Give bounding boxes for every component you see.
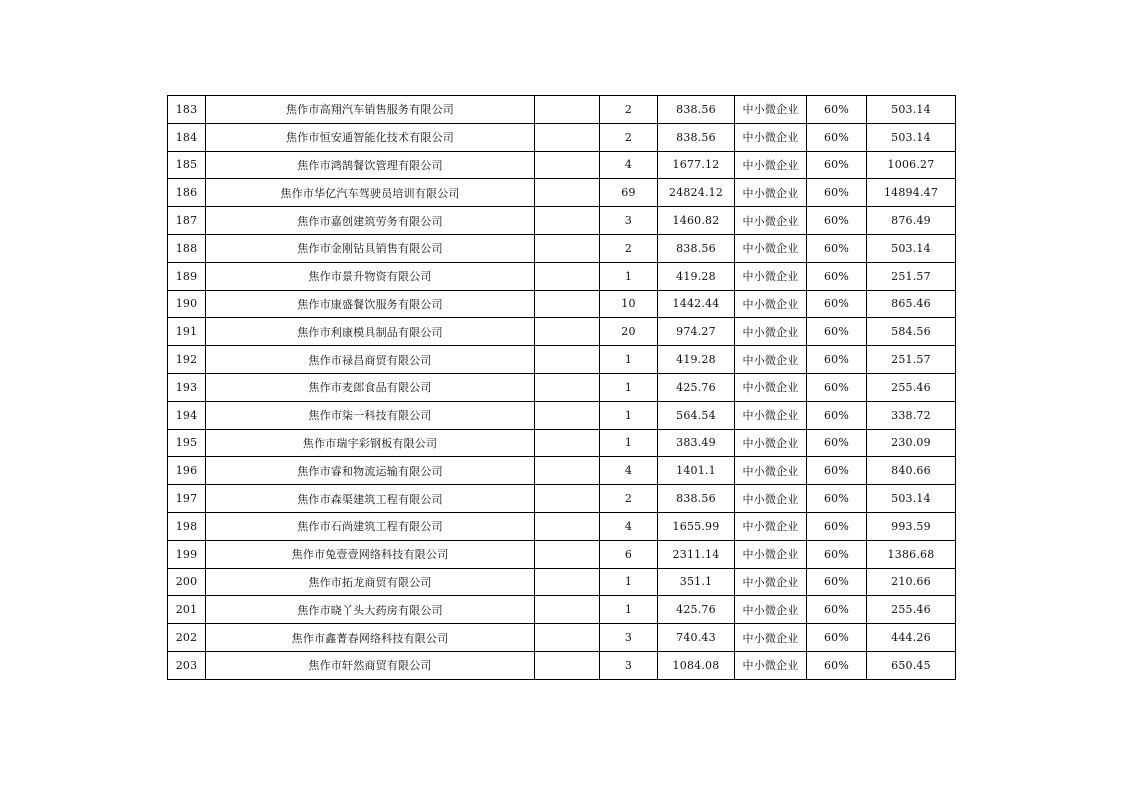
company-name-cell: 焦作市鸿鹄餐饮管理有限公司 [206,151,535,179]
table-row [168,179,956,207]
amount-cell: 24824.12 [658,179,735,207]
row-number-cell: 183 [168,96,206,124]
employee-count-cell: 1 [600,401,658,429]
table-row [168,540,956,568]
table-row [168,290,956,318]
employee-count-cell: 2 [600,234,658,262]
enterprise-type-cell: 中小微企业 [735,485,807,513]
enterprise-type-cell: 中小微企业 [735,401,807,429]
table-body [168,96,956,680]
enterprise-type-cell: 中小微企业 [735,624,807,652]
amount-cell: 974.27 [658,318,735,346]
row-number-cell: 190 [168,290,206,318]
amount-cell: 425.76 [658,596,735,624]
subsidy-cell: 993.59 [867,512,956,540]
employee-count-cell: 1 [600,568,658,596]
note-cell [535,179,600,207]
table-row [168,457,956,485]
company-name-cell: 焦作市麦郎食品有限公司 [206,373,535,401]
amount-cell: 1677.12 [658,151,735,179]
company-name-cell: 焦作市柒一科技有限公司 [206,401,535,429]
employee-count-cell: 20 [600,318,658,346]
company-name-cell: 焦作市利康模具制品有限公司 [206,318,535,346]
row-number-cell: 196 [168,457,206,485]
employee-count-cell: 6 [600,540,658,568]
enterprise-type-cell: 中小微企业 [735,234,807,262]
note-cell [535,624,600,652]
rate-cell: 60% [807,624,867,652]
table-row [168,234,956,262]
amount-cell: 383.49 [658,429,735,457]
row-number-cell: 203 [168,651,206,679]
employee-count-cell: 4 [600,512,658,540]
row-number-cell: 200 [168,568,206,596]
enterprise-type-cell: 中小微企业 [735,596,807,624]
table-row [168,262,956,290]
rate-cell: 60% [807,96,867,124]
note-cell [535,207,600,235]
subsidy-cell: 444.26 [867,624,956,652]
note-cell [535,512,600,540]
subsidy-cell: 251.57 [867,346,956,374]
note-cell [535,485,600,513]
enterprise-type-cell: 中小微企业 [735,457,807,485]
amount-cell: 1401.1 [658,457,735,485]
row-number-cell: 185 [168,151,206,179]
employee-count-cell: 3 [600,624,658,652]
rate-cell: 60% [807,207,867,235]
rate-cell: 60% [807,290,867,318]
enterprise-type-cell: 中小微企业 [735,568,807,596]
row-number-cell: 201 [168,596,206,624]
subsidy-cell: 1386.68 [867,540,956,568]
enterprise-type-cell: 中小微企业 [735,96,807,124]
table-row [168,346,956,374]
subsidy-cell: 503.14 [867,485,956,513]
rate-cell: 60% [807,151,867,179]
employee-count-cell: 1 [600,262,658,290]
amount-cell: 1655.99 [658,512,735,540]
amount-cell: 419.28 [658,262,735,290]
table-row [168,401,956,429]
note-cell [535,401,600,429]
note-cell [535,540,600,568]
subsidy-cell: 876.49 [867,207,956,235]
row-number-cell: 186 [168,179,206,207]
rate-cell: 60% [807,596,867,624]
note-cell [535,429,600,457]
row-number-cell: 195 [168,429,206,457]
enterprise-type-cell: 中小微企业 [735,318,807,346]
row-number-cell: 199 [168,540,206,568]
rate-cell: 60% [807,123,867,151]
employee-count-cell: 2 [600,485,658,513]
rate-cell: 60% [807,401,867,429]
employee-count-cell: 1 [600,429,658,457]
table-row [168,624,956,652]
note-cell [535,346,600,374]
row-number-cell: 202 [168,624,206,652]
rate-cell: 60% [807,179,867,207]
enterprise-type-cell: 中小微企业 [735,429,807,457]
company-name-cell: 焦作市华亿汽车驾驶员培训有限公司 [206,179,535,207]
employee-count-cell: 1 [600,373,658,401]
subsidy-cell: 251.57 [867,262,956,290]
note-cell [535,123,600,151]
rate-cell: 60% [807,262,867,290]
company-name-cell: 焦作市嘉创建筑劳务有限公司 [206,207,535,235]
subsidy-cell: 210.66 [867,568,956,596]
amount-cell: 1460.82 [658,207,735,235]
employee-count-cell: 69 [600,179,658,207]
row-number-cell: 194 [168,401,206,429]
employee-count-cell: 3 [600,207,658,235]
rate-cell: 60% [807,457,867,485]
row-number-cell: 189 [168,262,206,290]
employee-count-cell: 10 [600,290,658,318]
company-name-cell: 焦作市恒安通智能化技术有限公司 [206,123,535,151]
amount-cell: 838.56 [658,123,735,151]
amount-cell: 838.56 [658,485,735,513]
amount-cell: 564.54 [658,401,735,429]
note-cell [535,318,600,346]
table-row [168,96,956,124]
note-cell [535,151,600,179]
rate-cell: 60% [807,346,867,374]
employee-count-cell: 2 [600,123,658,151]
note-cell [535,596,600,624]
note-cell [535,457,600,485]
subsidy-cell: 230.09 [867,429,956,457]
note-cell [535,290,600,318]
company-name-cell: 焦作市拓龙商贸有限公司 [206,568,535,596]
table-row [168,485,956,513]
row-number-cell: 197 [168,485,206,513]
amount-cell: 419.28 [658,346,735,374]
enterprise-type-cell: 中小微企业 [735,290,807,318]
company-name-cell: 焦作市晓丫头大药房有限公司 [206,596,535,624]
note-cell [535,262,600,290]
subsidy-cell: 503.14 [867,96,956,124]
subsidy-cell: 503.14 [867,123,956,151]
employee-count-cell: 1 [600,346,658,374]
rate-cell: 60% [807,485,867,513]
table-row [168,318,956,346]
company-name-cell: 焦作市金刚钻具销售有限公司 [206,234,535,262]
employee-count-cell: 3 [600,651,658,679]
table-row [168,207,956,235]
row-number-cell: 192 [168,346,206,374]
subsidy-cell: 840.66 [867,457,956,485]
amount-cell: 838.56 [658,96,735,124]
rate-cell: 60% [807,429,867,457]
enterprise-type-cell: 中小微企业 [735,207,807,235]
note-cell [535,234,600,262]
enterprise-type-cell: 中小微企业 [735,179,807,207]
enterprise-type-cell: 中小微企业 [735,123,807,151]
subsidy-cell: 255.46 [867,596,956,624]
rate-cell: 60% [807,540,867,568]
table-row [168,596,956,624]
rate-cell: 60% [807,651,867,679]
enterprise-type-cell: 中小微企业 [735,651,807,679]
table-row [168,429,956,457]
enterprise-type-cell: 中小微企业 [735,262,807,290]
employee-count-cell: 4 [600,151,658,179]
rate-cell: 60% [807,512,867,540]
enterprise-type-cell: 中小微企业 [735,346,807,374]
row-number-cell: 184 [168,123,206,151]
company-name-cell: 焦作市森渠建筑工程有限公司 [206,485,535,513]
table-row [168,512,956,540]
company-name-cell: 焦作市禄昌商贸有限公司 [206,346,535,374]
amount-cell: 740.43 [658,624,735,652]
amount-cell: 2311.14 [658,540,735,568]
table-row [168,568,956,596]
subsidy-table [167,95,956,680]
rate-cell: 60% [807,568,867,596]
rate-cell: 60% [807,318,867,346]
row-number-cell: 187 [168,207,206,235]
employee-count-cell: 4 [600,457,658,485]
amount-cell: 351.1 [658,568,735,596]
enterprise-type-cell: 中小微企业 [735,373,807,401]
subsidy-cell: 503.14 [867,234,956,262]
company-name-cell: 焦作市康盛餐饮服务有限公司 [206,290,535,318]
subsidy-cell: 584.56 [867,318,956,346]
company-name-cell: 焦作市高翔汽车销售服务有限公司 [206,96,535,124]
subsidy-cell: 865.46 [867,290,956,318]
note-cell [535,651,600,679]
rate-cell: 60% [807,373,867,401]
company-name-cell: 焦作市石尚建筑工程有限公司 [206,512,535,540]
row-number-cell: 198 [168,512,206,540]
row-number-cell: 193 [168,373,206,401]
company-name-cell: 焦作市睿和物流运输有限公司 [206,457,535,485]
subsidy-cell: 650.45 [867,651,956,679]
note-cell [535,373,600,401]
row-number-cell: 191 [168,318,206,346]
company-name-cell: 焦作市瑞宇彩钢板有限公司 [206,429,535,457]
enterprise-type-cell: 中小微企业 [735,512,807,540]
company-name-cell: 焦作市兔壹壹网络科技有限公司 [206,540,535,568]
enterprise-type-cell: 中小微企业 [735,540,807,568]
amount-cell: 838.56 [658,234,735,262]
table-row [168,123,956,151]
company-name-cell: 焦作市轩然商贸有限公司 [206,651,535,679]
table-row [168,151,956,179]
rate-cell: 60% [807,234,867,262]
amount-cell: 425.76 [658,373,735,401]
subsidy-cell: 255.46 [867,373,956,401]
table-row [168,651,956,679]
company-name-cell: 焦作市景升物资有限公司 [206,262,535,290]
note-cell [535,96,600,124]
employee-count-cell: 1 [600,596,658,624]
subsidy-cell: 14894.47 [867,179,956,207]
subsidy-cell: 338.72 [867,401,956,429]
table-row [168,373,956,401]
note-cell [535,568,600,596]
enterprise-type-cell: 中小微企业 [735,151,807,179]
amount-cell: 1442.44 [658,290,735,318]
subsidy-cell: 1006.27 [867,151,956,179]
employee-count-cell: 2 [600,96,658,124]
row-number-cell: 188 [168,234,206,262]
company-name-cell: 焦作市鑫菁春网络科技有限公司 [206,624,535,652]
amount-cell: 1084.08 [658,651,735,679]
